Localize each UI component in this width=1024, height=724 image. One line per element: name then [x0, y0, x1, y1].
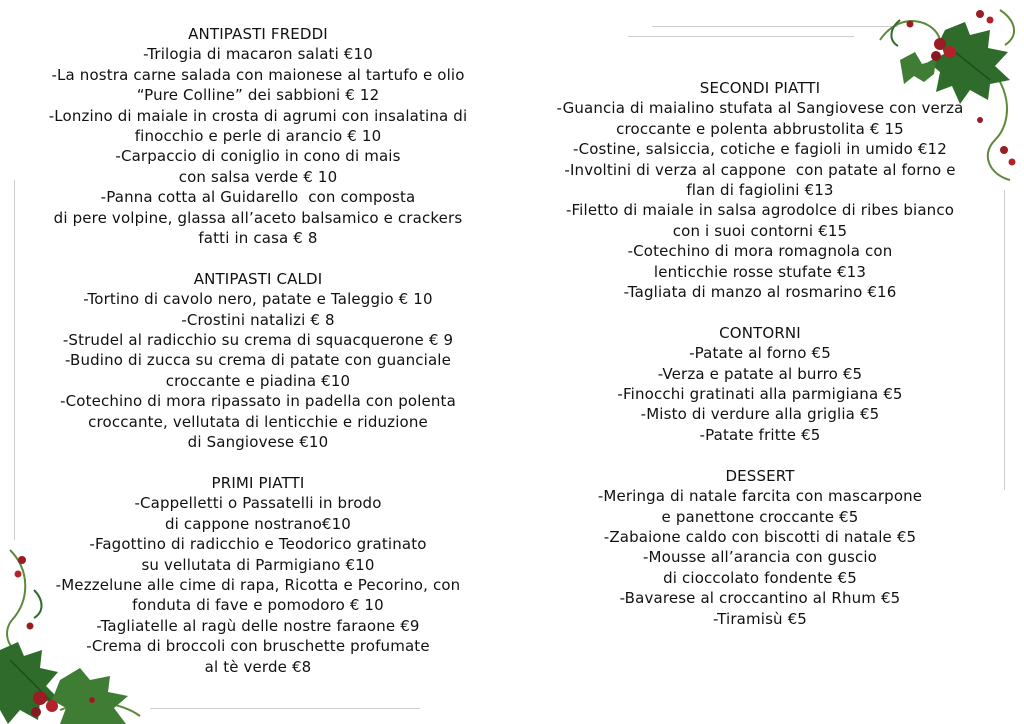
- menu-line: fatti in casa € 8: [198, 229, 318, 248]
- menu-line: fonduta di fave e pomodoro € 10: [132, 596, 384, 615]
- menu-right-column: [520, 78, 1000, 649]
- menu-line: -Tortino di cavolo nero, patate e Taleggio € 10: [83, 290, 433, 309]
- menu-line: al tè verde €8: [204, 657, 312, 676]
- menu-line: di pere volpine, glassa all’aceto balsamico e crackers: [53, 208, 463, 227]
- menu-line: -La nostra carne salada con maionese al tartufo e olio: [51, 65, 465, 84]
- menu-line: -Trilogia di macaron salati €10: [143, 45, 373, 64]
- menu-left-column: [12, 24, 504, 697]
- menu-line: -Cappelletti o Passatelli in brodo: [134, 494, 382, 513]
- menu-line: croccante e polenta abbrustolita € 15: [616, 119, 904, 138]
- menu-line: -Mezzelune alle cime di rapa, Ricotta e Pecorino, con: [55, 575, 461, 594]
- menu-line: -Mousse all’arancia con guscio: [642, 548, 878, 567]
- menu-line: con i suoi contorni €15: [672, 221, 848, 240]
- decor-rule-top-2: [628, 36, 854, 37]
- decor-rule-bottom: [150, 708, 420, 709]
- menu-line: di cioccolato fondente €5: [663, 568, 857, 587]
- menu-line: -Guancia di maialino stufata al Sangiovese con verza: [556, 99, 964, 118]
- menu-line: -Patate fritte €5: [699, 425, 821, 444]
- menu-line: -Zabaione caldo con biscotti di natale €5: [603, 527, 917, 546]
- menu-line: -Fagottino di radicchio e Teodorico gratinato: [89, 535, 427, 554]
- menu-line: -Verza e patate al burro €5: [657, 364, 863, 383]
- menu-line: lenticchie rosse stufate €13: [653, 262, 867, 281]
- menu-line: croccante e piadina €10: [165, 371, 351, 390]
- section-title: DESSERT: [725, 466, 795, 485]
- decor-rule-right: [1004, 190, 1005, 490]
- section-title: CONTORNI: [719, 323, 801, 342]
- menu-line: -Tagliatelle al ragù delle nostre faraone €9: [96, 616, 420, 635]
- menu-line: “Pure Colline” dei sabbioni € 12: [136, 86, 380, 105]
- section-dessert: [520, 466, 1000, 629]
- menu-line: -Bavarese al croccantino al Rhum €5: [619, 589, 901, 608]
- menu-line: -Crostini natalizi € 8: [181, 310, 335, 329]
- menu-line: di cappone nostrano€10: [165, 514, 351, 533]
- menu-line: -Panna cotta al Guidarello con composta: [100, 188, 416, 207]
- menu-line: -Cotechino di mora ripassato in padella con polenta: [60, 392, 456, 411]
- section-antipasti-caldi: [12, 269, 504, 453]
- menu-line: croccante, vellutata di lenticchie e riduzione: [88, 412, 428, 431]
- menu-line: -Finocchi gratinati alla parmigiana €5: [617, 385, 903, 404]
- section-title: ANTIPASTI FREDDI: [188, 25, 328, 43]
- menu-line: -Patate al forno €5: [689, 344, 831, 363]
- menu-line: con salsa verde € 10: [178, 167, 338, 186]
- menu-line: -Tiramisù €5: [712, 609, 808, 628]
- menu-line: -Crema di broccoli con bruschette profumate: [86, 637, 430, 656]
- menu-line: -Budino di zucca su crema di patate con guanciale: [65, 351, 451, 370]
- menu-line: -Tagliata di manzo al rosmarino €16: [623, 283, 897, 302]
- section-title: PRIMI PIATTI: [211, 473, 305, 492]
- menu-line: -Costine, salsiccia, cotiche e fagioli in umido €12: [573, 140, 947, 159]
- menu-line: e panettone croccante €5: [661, 507, 859, 526]
- menu-line: -Carpaccio di coniglio in cono di mais: [115, 147, 401, 166]
- menu-line: -Meringa di natale farcita con mascarpone: [597, 487, 923, 506]
- section-title: ANTIPASTI CALDI: [193, 269, 323, 288]
- menu-line: -Involtini di verza al cappone con patate al forno e: [564, 160, 956, 179]
- menu-line: -Lonzino di maiale in crosta di agrumi con insalatina di: [48, 106, 468, 125]
- section-title: SECONDI PIATTI: [699, 79, 821, 97]
- menu-line: -Strudel al radicchio su crema di squacquerone € 9: [62, 331, 454, 350]
- menu-line: flan di fagiolini €13: [686, 181, 834, 200]
- menu-line: finocchio e perle di arancio € 10: [134, 127, 382, 146]
- menu-line: su vellutata di Parmigiano €10: [141, 555, 375, 574]
- section-contorni: [520, 323, 1000, 445]
- section-antipasti-freddi: [12, 24, 504, 248]
- menu-line: -Misto di verdure alla griglia €5: [640, 405, 880, 424]
- menu-line: di Sangiovese €10: [187, 433, 329, 452]
- menu-line: -Cotechino di mora romagnola con: [627, 242, 893, 261]
- section-secondi-piatti: [520, 78, 1000, 302]
- section-primi-piatti: [12, 473, 504, 677]
- menu-line: -Filetto di maiale in salsa agrodolce di ribes bianco: [565, 201, 955, 220]
